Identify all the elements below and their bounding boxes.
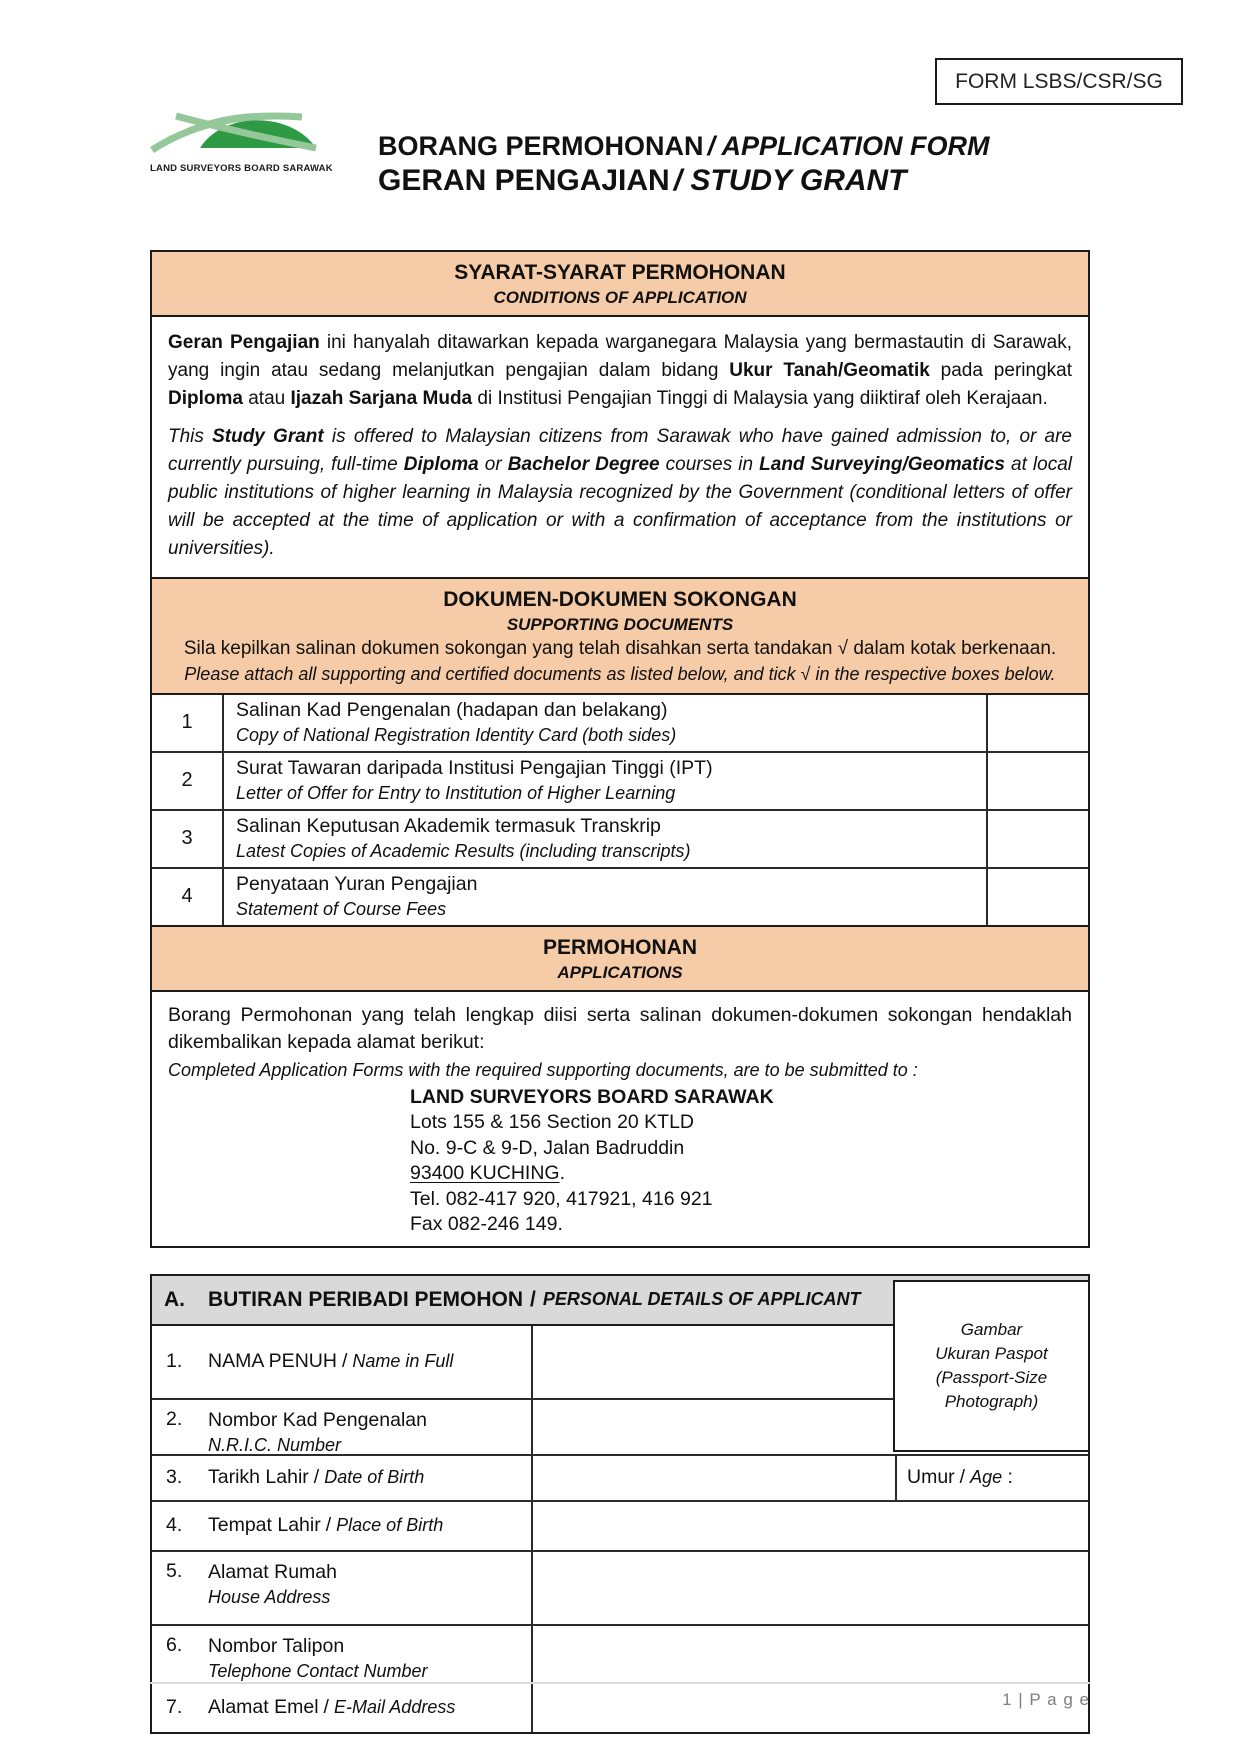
row-name-in-full: 1. NAMA PENUH / Name in Full: [152, 1326, 1088, 1398]
supporting-documents-instruction-my: Sila kepilkan salinan dokumen sokongan yang telah disahkan serta tandakan √ dalam kotak berkenaan.: [183, 637, 1057, 659]
title-line-2: GERAN PENGAJIAN / STUDY GRANT: [378, 163, 907, 197]
lsbs-logo-icon: [150, 104, 318, 156]
document-number: 1: [152, 695, 224, 751]
section-letter: A.: [164, 1287, 185, 1311]
section-title-en: PERSONAL DETAILS OF APPLICANT: [542, 1289, 861, 1310]
title-line-1: BORANG PERMOHONAN / APPLICATION FORM: [378, 131, 990, 161]
input-date-of-birth[interactable]: [533, 1456, 897, 1500]
document-row-3: [152, 809, 1088, 867]
document-label-my: Penyataan Yuran Pengajian: [236, 872, 478, 895]
document-label-en: Copy of National Registration Identity Card (both sides): [236, 724, 677, 745]
address-city: 93400 KUCHING.: [410, 1162, 565, 1185]
conditions-header: [152, 252, 1088, 315]
page-number: 1 | P a g e: [1002, 1690, 1090, 1709]
document-label-my: Salinan Keputusan Akademik termasuk Transkrip: [236, 814, 661, 837]
form-code: FORM LSBS/CSR/SG: [955, 69, 1163, 93]
tick-box-4[interactable]: [986, 869, 1088, 925]
applications-body: [152, 990, 1088, 1246]
document-label-en: Latest Copies of Academic Results (including transcripts): [236, 840, 691, 861]
row-place-of-birth: 4. Tempat Lahir / Place of Birth: [152, 1500, 1088, 1550]
supporting-documents-header-my: DOKUMEN-DOKUMEN SOKONGAN: [443, 587, 797, 611]
conditions-paragraph-my: Geran Pengajian ini hanyalah ditawarkan kepada warganegara Malaysia yang bermastautin di Sarawak, yang ingin atau sedang melanjutkan pengajian dalam bidang Ukur Tanah/Geomatik pada peringkat Diploma atau Ijazah Sarjana Muda di Institusi Pengajian Tinggi di Malaysia yang diiktiraf oleh Kerajaan.: [168, 331, 1072, 409]
header: [150, 104, 1090, 200]
document-row-1: [152, 695, 1088, 751]
document-label-en: Statement of Course Fees: [236, 898, 447, 919]
document-number: 2: [152, 753, 224, 809]
supporting-documents-table: [152, 693, 1088, 925]
section-title-my: BUTIRAN PERIBADI PEMOHON: [208, 1287, 524, 1311]
row-house-address: 5. Alamat Rumah House Address: [152, 1550, 1088, 1624]
document-label-my: Salinan Kad Pengenalan (hadapan dan belakang): [236, 698, 668, 721]
document-label-my: Surat Tawaran daripada Institusi Pengajian Tinggi (IPT): [236, 756, 713, 779]
address-name: LAND SURVEYORS BOARD SARAWAK: [410, 1085, 774, 1108]
document-label-en: Letter of Offer for Entry to Institution of Higher Learning: [236, 782, 676, 803]
form-title: [378, 130, 990, 200]
conditions-paragraph-en: This Study Grant is offered to Malaysian citizens from Sarawak who have gained admission to, or are currently pursuing, full-time Diploma or Bachelor Degree courses in Land Surveying/Geomatics at local public institutions of higher learning in Malaysia recognized by the Government (conditional letters of offer will be accepted at the time of application or with a confirmation of acceptance from the institutions or universities).: [168, 425, 1073, 559]
address-tel: Tel. 082-417 920, 417921, 416 921: [410, 1187, 713, 1210]
address-line-1: Lots 155 & 156 Section 20 KTLD: [410, 1111, 695, 1134]
conditions-header-my: SYARAT-SYARAT PERMOHONAN: [454, 260, 786, 284]
supporting-documents-header: [152, 577, 1088, 693]
applications-header-en: APPLICATIONS: [557, 962, 683, 982]
logo-caption: LAND SURVEYORS BOARD SARAWAK: [150, 163, 333, 174]
document-number: 3: [152, 811, 224, 867]
document-row-4: [152, 867, 1088, 925]
age-cell[interactable]: Umur / Age :: [907, 1466, 1013, 1489]
applications-header: [152, 925, 1088, 990]
address-line-2: No. 9-C & 9-D, Jalan Badruddin: [410, 1136, 685, 1159]
footer-divider: [150, 1682, 1090, 1684]
tick-box-3[interactable]: [986, 811, 1088, 867]
submission-address: [410, 1085, 1072, 1238]
conditions-header-en: CONDITIONS OF APPLICATION: [493, 287, 747, 307]
applications-text-en: Completed Application Forms with the required supporting documents, are to be submitted to :: [168, 1059, 918, 1080]
applications-header-my: PERMOHONAN: [542, 935, 697, 959]
supporting-documents-header-en: SUPPORTING DOCUMENTS: [506, 614, 734, 634]
passport-photo-box[interactable]: Gambar Ukuran Paspot (Passport-Size Photograph): [893, 1280, 1090, 1452]
supporting-documents-instruction-en: Please attach all supporting and certified documents as listed below, and tick √ in the respective boxes below.: [184, 663, 1056, 684]
conditions-body: [152, 315, 1088, 577]
lsbs-logo: [150, 104, 333, 174]
row-nric-number: 2. Nombor Kad Pengenalan N.R.I.C. Number: [152, 1398, 1088, 1454]
row-date-of-birth: 3. Tarikh Lahir / Date of Birth Umur / Age :: [152, 1454, 1088, 1500]
input-house-address[interactable]: [533, 1552, 1088, 1624]
document-row-2: [152, 751, 1088, 809]
section-a-personal-details: [150, 1274, 1090, 1734]
document-number: 4: [152, 869, 224, 925]
main-form-box: [150, 250, 1090, 1248]
section-a-header: A. BUTIRAN PERIBADI PEMOHON / PERSONAL DETAILS OF APPLICANT: [150, 1274, 1090, 1326]
row-email-address: 7. Alamat Emel / E-Mail Address: [152, 1682, 1088, 1732]
applications-text-my: Borang Permohonan yang telah lengkap diisi serta salinan dokumen-dokumen sokongan hendaklah dikembalikan kepada alamat berikut:: [168, 1003, 1072, 1053]
tick-box-2[interactable]: [986, 753, 1088, 809]
page-footer: [150, 1682, 1090, 1710]
address-fax: Fax 082-246 149.: [410, 1213, 563, 1236]
row-telephone-number: 6. Nombor Talipon Telephone Contact Number: [152, 1624, 1088, 1682]
tick-box-1[interactable]: [986, 695, 1088, 751]
input-telephone-number[interactable]: [533, 1626, 1088, 1682]
input-place-of-birth[interactable]: [533, 1502, 1088, 1550]
